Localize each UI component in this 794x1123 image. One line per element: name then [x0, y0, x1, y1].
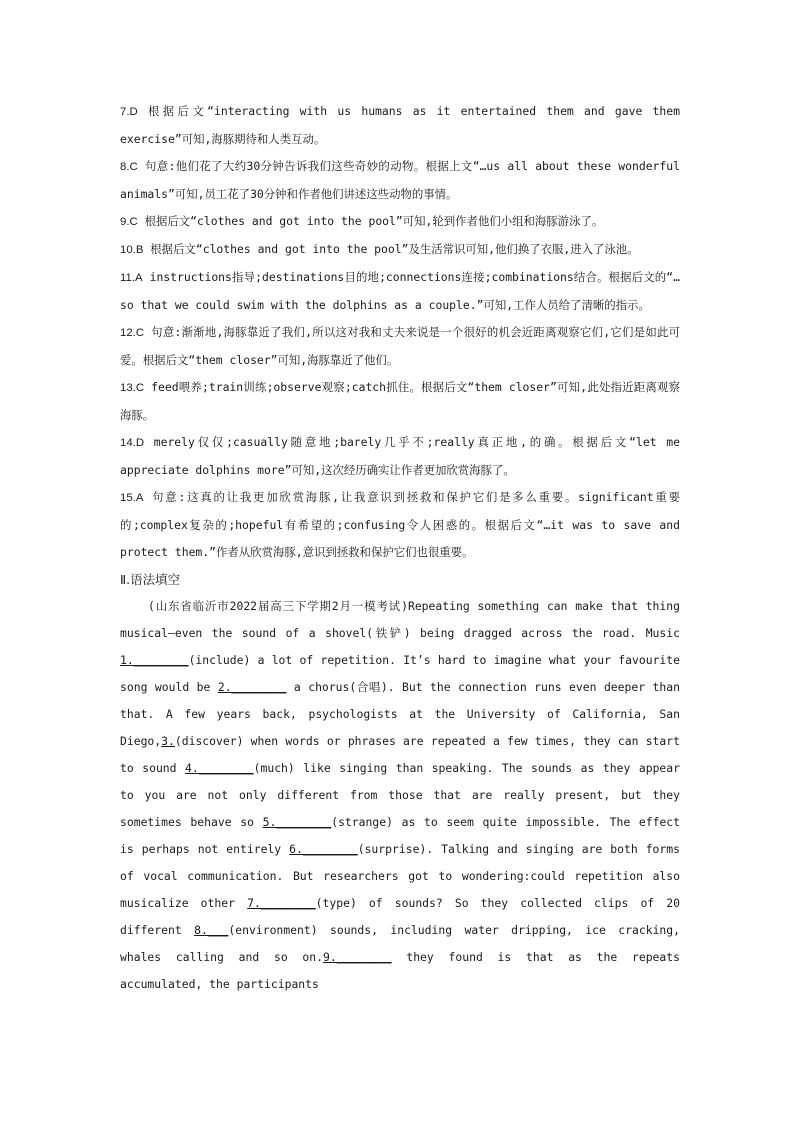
answer-label: 10.B	[120, 244, 144, 256]
answer-text: merely仅仅;casually随意地;barely几乎不;really真正地,的确。根据后文“let me appreciate dolphins more”可知,这次经历确实让作者更加欣赏海豚了。	[120, 435, 680, 477]
passage-text: a chorus(合唱). But the connection runs even deeper than that. A few years back, psychologists at the University of California, San Diego,	[120, 680, 680, 748]
answer-label: 12.C	[120, 327, 145, 339]
answer-text: feed喂养;train训练;observe观察;catch抓住。根据后文“them closer”可知,此处指近距离观察海豚。	[120, 380, 680, 422]
fill-in-blank: 2.________	[217, 680, 287, 694]
answer-item	[120, 374, 680, 429]
answer-item	[120, 236, 680, 264]
answer-text: 句意:这真的让我更加欣赏海豚,让我意识到拯救和保护它们是多么重要。significant重要的;complex复杂的;hopeful有希望的;confusing令人困惑的。根据后文“…it was to save and protect them.”作者从欣赏海豚,意识到拯救和保护它们也很重要。	[120, 490, 680, 559]
answer-label: 8.C	[120, 161, 138, 173]
answer-text: 根据后文“clothes and got into the pool”可知,轮到作者他们小组和海豚游泳了。	[137, 214, 604, 228]
answer-item	[120, 319, 680, 374]
answer-label: 7.D	[120, 106, 138, 118]
fill-in-blank: 1.________	[120, 653, 189, 667]
fill-in-blank: 8.___	[194, 923, 229, 937]
passage-text: (include) a lot of repetition. It’s hard to imagine what your favourite song would be	[120, 653, 680, 694]
fill-in-blank: 4.________	[185, 761, 254, 775]
passage-text: (type) of sounds? So they collected clips of 20 different	[120, 896, 680, 937]
answer-label: 14.D	[120, 437, 145, 449]
passage-text: (environment) sounds, including water dripping, ice cracking, whales calling and so on.	[120, 923, 680, 964]
answer-text: 句意:他们花了大约30分钟告诉我们这些奇妙的动物。根据上文“…us all about these wonderful animals”可知,员工花了30分钟和作者他们讲述这些动物的事情。	[120, 159, 680, 201]
answer-item	[120, 208, 680, 236]
passage-text: (much) like singing than speaking. The sounds as they appear to you are not only different from those that are really present, but they sometimes behave so	[120, 761, 680, 829]
answer-text: 句意:渐渐地,海豚靠近了我们,所以这对我和丈夫来说是一个很好的机会近距离观察它们,它们是如此可爱。根据后文“them closer”可知,海豚靠近了他们。	[120, 325, 680, 367]
answer-item	[120, 98, 680, 153]
passage-text: (山东省临沂市2022届高三下学期2月一模考试)Repeating something can make that thing musical—even the sound of a shovel(铁铲) being dragged across the road. Music	[120, 599, 680, 640]
answer-label: 13.C	[120, 382, 145, 394]
passage-text: they found is that as the repeats accumulated, the participants	[120, 950, 680, 991]
fill-in-blank: 9.________	[323, 950, 392, 964]
passage-text: (strange) as to seem quite impossible. The effect is perhaps not entirely	[120, 815, 681, 856]
answer-text: instructions指导;destinations目的地;connections连接;combinations结合。根据后文的“…so that we could swim with the dolphins as a couple.”可知,工作人员给了清晰的指示。	[120, 270, 680, 312]
answer-text: 根据后文“clothes and got into the pool”及生活常识可知,他们换了衣服,进入了泳池。	[143, 242, 639, 256]
answer-label: 9.C	[120, 216, 138, 228]
fill-in-blank: 7.________	[247, 896, 316, 910]
answer-item	[120, 264, 680, 319]
answer-label: 15.A	[120, 492, 144, 504]
answer-label: 11.A	[120, 272, 143, 284]
fill-in-blank: 3.	[161, 734, 175, 748]
answer-item	[120, 429, 680, 484]
answer-text: 根据后文“interacting with us humans as it entertained them and gave them exercise”可知,海豚期待和人类互动。	[120, 104, 680, 146]
answer-explanations	[120, 98, 680, 566]
page-content	[120, 98, 680, 998]
passage-text: (surprise). Talking and singing are both forms of vocal communication. But researchers got to wondering:could repetition also musicalize other	[120, 842, 680, 910]
answer-item	[120, 153, 680, 208]
fill-in-blank: 5.________	[262, 815, 332, 829]
answer-item	[120, 484, 680, 566]
fill-in-blank: 6.________	[289, 842, 358, 856]
section-heading: Ⅱ.语法填空	[120, 572, 181, 587]
passage-text: (discover) when words or phrases are repeated a few times, they can start to sound	[120, 734, 680, 775]
grammar-fill-passage	[120, 593, 680, 998]
